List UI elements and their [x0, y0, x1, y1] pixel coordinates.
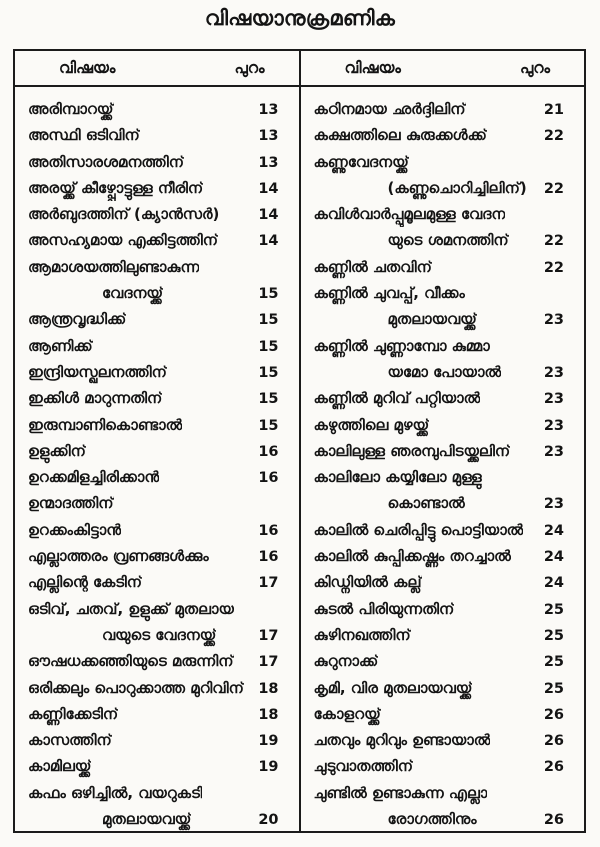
entry-page-number: 14 [258, 207, 279, 224]
toc-entry [301, 359, 585, 385]
toc-entry [15, 280, 299, 306]
entry-subject: ഔഷധക്കഞ്ഞിയുടെ മരുന്നിന് [28, 652, 234, 671]
toc-entry [15, 96, 299, 122]
toc-entry [15, 412, 299, 438]
toc-entry [15, 596, 299, 622]
entry-subject: ഉറക്കംകിട്ടാൻ [28, 520, 122, 539]
entry-page-number: 23 [543, 312, 564, 329]
entry-subject: മുതലായവയ്ക്ക് [387, 310, 477, 329]
entry-page-number: 26 [543, 706, 564, 723]
entry-page-number: 23 [543, 443, 564, 460]
toc-entry [301, 385, 585, 411]
entry-subject: എല്ലാത്തരം വ്രണങ്ങൾക്കും [28, 547, 209, 566]
toc-entry [301, 464, 585, 490]
toc-entry [301, 254, 585, 280]
entry-page-number: 22 [543, 233, 564, 250]
entry-subject: കണ്ണിൽ ചുവപ്പ്, വീക്കം [313, 284, 465, 303]
left-column-header [15, 51, 299, 87]
entry-page-number: 19 [258, 733, 279, 750]
entry-page-number: 16 [258, 470, 279, 487]
page-header: പുറം [234, 58, 265, 77]
toc-entry [301, 622, 585, 648]
toc-entries-left [15, 87, 299, 831]
right-column-header [301, 51, 585, 87]
entry-page-number: 20 [258, 812, 279, 829]
entry-page-number: 25 [543, 601, 564, 618]
toc-entry [15, 727, 299, 753]
toc-entry [15, 753, 299, 779]
entry-subject: ചുടുവാതത്തിന് [313, 757, 413, 776]
entry-subject: കക്ഷത്തിലെ കുരുക്കൾക്ക് [313, 126, 487, 145]
toc-entry [301, 780, 585, 806]
entry-subject: മുതലായവയ്ക്ക് [102, 810, 192, 829]
toc-entry [301, 569, 585, 595]
entry-page-number: 23 [543, 364, 564, 381]
entry-subject: ഉറക്കമിളച്ചിരിക്കാൻ [28, 468, 160, 487]
toc-entry [301, 175, 585, 201]
toc-entry [15, 201, 299, 227]
toc-entry [15, 780, 299, 806]
toc-entry [301, 333, 585, 359]
toc-entry [301, 227, 585, 253]
toc-entry [15, 122, 299, 148]
toc-entry [301, 306, 585, 332]
subject-header: വിഷയം [344, 58, 401, 77]
entry-subject: എല്ലിന്റെ കേടിന് [28, 573, 143, 592]
toc-entry [15, 622, 299, 648]
entry-subject: അതിസാരശമനത്തിന് [28, 152, 185, 171]
toc-right-column [299, 51, 585, 831]
toc-entry [301, 517, 585, 543]
entry-subject: കവിൾവാർപ്പുമൂലമുള്ള വേദന [313, 205, 506, 224]
toc-entry [15, 385, 299, 411]
entry-subject: കണ്ണിക്കേടിന് [28, 704, 119, 723]
toc-entry [301, 596, 585, 622]
page-title: വിഷയാനുക്രമണിക [204, 6, 396, 30]
entry-page-number: 24 [543, 522, 564, 539]
entry-page-number: 19 [258, 759, 279, 776]
toc-entry [15, 543, 299, 569]
toc-entry [15, 359, 299, 385]
toc-entry [15, 254, 299, 280]
toc-entry [301, 201, 585, 227]
toc-entry [15, 517, 299, 543]
entry-page-number: 23 [543, 417, 564, 434]
entry-subject: ഒരിക്കലും പൊറുക്കാത്ത മുറിവിന് [28, 678, 244, 697]
subject-header: വിഷയം [59, 58, 116, 77]
entry-subject: ഇരുമ്പാണികൊണ്ടാൽ [28, 415, 183, 434]
entry-page-number: 25 [543, 680, 564, 697]
entry-subject: കാസത്തിന് [28, 731, 112, 750]
entry-page-number: 15 [258, 286, 279, 303]
entry-subject: അർബുദത്തിന് (ക്യാൻസർ) [28, 205, 220, 224]
entry-subject: ആണിക്ക് [28, 336, 93, 355]
toc-entry [301, 648, 585, 674]
entry-subject: ആമാശയത്തിലുണ്ടാകുന്ന [28, 257, 200, 276]
entry-subject: അസഹ്യമായ എക്കിട്ടത്തിന് [28, 231, 219, 250]
toc-left-column [15, 51, 299, 831]
entry-page-number: 24 [543, 575, 564, 592]
entry-subject: കാലിലോ കയ്യിലോ മുള്ളു [313, 468, 482, 487]
entry-page-number: 22 [543, 128, 564, 145]
entry-subject: കുഴിനഖത്തിന് [313, 625, 411, 644]
entry-page-number: 14 [258, 180, 279, 197]
entry-page-number: 26 [543, 812, 564, 829]
entry-page-number: 14 [258, 233, 279, 250]
entry-subject: കൃമി, വിര മുതലായവയ്ക്ക് [313, 678, 473, 697]
entry-subject: വയുടെ വേദനയ്ക്ക് [102, 625, 217, 644]
entry-subject: കുറുനാക്ക് [313, 652, 379, 671]
entry-page-number: 15 [258, 338, 279, 355]
toc-entry [15, 648, 299, 674]
toc-entry [15, 490, 299, 516]
entry-subject: കഴുത്തിലെ മുഴയ്ക്ക് [313, 415, 430, 434]
toc-entry [301, 96, 585, 122]
entry-subject: (കണ്ണുചൊറിച്ചിലിന്) [387, 178, 527, 197]
toc-entry [301, 412, 585, 438]
entry-subject: വേദനയ്ക്ക് [102, 284, 164, 303]
entry-page-number: 15 [258, 417, 279, 434]
entry-page-number: 26 [543, 733, 564, 750]
toc-entry [301, 701, 585, 727]
entry-page-number: 22 [543, 180, 564, 197]
entry-page-number: 17 [258, 575, 279, 592]
entry-subject: അരയ്ക്ക് കീഴ്പ്പോട്ടുള്ള നീരിന് [28, 178, 204, 197]
toc-entry [15, 333, 299, 359]
entry-page-number: 16 [258, 443, 279, 460]
entry-subject: ഉളുക്കിന് [28, 441, 86, 460]
toc-entry [301, 280, 585, 306]
toc-entry [15, 306, 299, 332]
toc-table [13, 49, 586, 833]
entry-subject: അസ്ഥി ഒടിവിന് [28, 126, 140, 145]
entry-subject: കഫം ഒഴിച്ചിൽ, വയറുകടി [28, 783, 203, 802]
toc-entry [301, 806, 585, 831]
toc-entry [301, 543, 585, 569]
entry-page-number: 15 [258, 391, 279, 408]
entry-page-number: 15 [258, 312, 279, 329]
entry-page-number: 15 [258, 364, 279, 381]
entry-subject: യമോ പോയാൽ [387, 362, 502, 381]
entry-page-number: 16 [258, 549, 279, 566]
toc-entry [15, 438, 299, 464]
entry-subject: ചതവും മുറിവും ഉണ്ടായാൽ [313, 731, 491, 750]
entry-page-number: 18 [258, 680, 279, 697]
toc-entry [301, 727, 585, 753]
toc-entries-right [301, 87, 585, 831]
entry-subject: ഇക്കിൾ മാറുന്നതിന് [28, 389, 163, 408]
toc-entry [15, 806, 299, 831]
entry-subject: രോഗത്തിനും [387, 810, 477, 829]
toc-entry [15, 175, 299, 201]
entry-page-number: 23 [543, 391, 564, 408]
entry-subject: യുടെ ശമനത്തിന് [387, 231, 509, 250]
toc-entry [301, 149, 585, 175]
entry-subject: കാലിലുള്ള ഞരമ്പുപിടയ്ക്കലിന് [313, 441, 511, 460]
entry-page-number: 25 [543, 654, 564, 671]
toc-entry [15, 464, 299, 490]
entry-subject: ചുണ്ടിൽ ഉണ്ടാകുന്ന എല്ലാ [313, 783, 488, 802]
entry-subject: കണ്ണിൽ ചതവിന് [313, 257, 432, 276]
toc-entry [15, 227, 299, 253]
entry-subject: ഉന്മാദത്തിന് [28, 494, 114, 513]
toc-entry [301, 438, 585, 464]
entry-subject: കണ്ണുവേദനയ്ക്ക് [313, 152, 409, 171]
toc-entry [301, 122, 585, 148]
toc-entry [301, 490, 585, 516]
page-header: പുറം [519, 58, 550, 77]
toc-entry [301, 753, 585, 779]
entry-page-number: 24 [543, 549, 564, 566]
entry-subject: അരിമ്പാറയ്ക്ക് [28, 100, 114, 118]
toc-entry [15, 701, 299, 727]
entry-page-number: 25 [543, 627, 564, 644]
toc-entry [15, 149, 299, 175]
entry-subject: കൊണ്ടാൽ [387, 494, 465, 513]
entry-subject: കിഡ്നിയിൽ കല്ല് [313, 573, 422, 592]
entry-subject: ഇന്ദ്രിയസ്ഖലനത്തിന് [28, 362, 167, 381]
entry-page-number: 17 [258, 654, 279, 671]
entry-page-number: 18 [258, 706, 279, 723]
entry-subject: കുടൽ പിരിയുന്നതിന് [313, 599, 455, 618]
entry-subject: കണ്ണിൽ മുറിവ് പറ്റിയാൽ [313, 389, 481, 408]
entry-page-number: 23 [543, 496, 564, 513]
entry-page-number: 16 [258, 522, 279, 539]
entry-page-number: 22 [543, 259, 564, 276]
toc-entry [15, 675, 299, 701]
entry-page-number: 21 [543, 102, 564, 118]
entry-subject: കാലിൽ ചെരിപ്പിട്ടു പൊട്ടിയാൽ [313, 520, 524, 539]
entry-subject: ആന്ത്രവൃദ്ധിക്ക് [28, 310, 127, 329]
toc-entry [301, 675, 585, 701]
entry-subject: കാലിൽ കുപ്പിക്കഷ്ണം തറച്ചാൽ [313, 547, 511, 566]
entry-subject: ഒടിവ്, ചതവ്, ഉളുക്ക് മുതലായ [28, 599, 234, 618]
entry-page-number: 13 [258, 154, 279, 171]
entry-page-number: 26 [543, 759, 564, 776]
entry-page-number: 13 [258, 128, 279, 145]
entry-subject: കാമിലയ്ക്ക് [28, 757, 92, 776]
entry-subject: കോളറയ്ക്ക് [313, 704, 381, 723]
entry-subject: കണ്ണിൽ ചുണ്ണാമ്പോ കുമ്മാ [313, 336, 490, 355]
entry-page-number: 17 [258, 627, 279, 644]
entry-page-number: 13 [258, 102, 279, 118]
toc-entry [15, 569, 299, 595]
entry-subject: കഠിനമായ ഛർദ്ദിലിന് [313, 100, 466, 118]
